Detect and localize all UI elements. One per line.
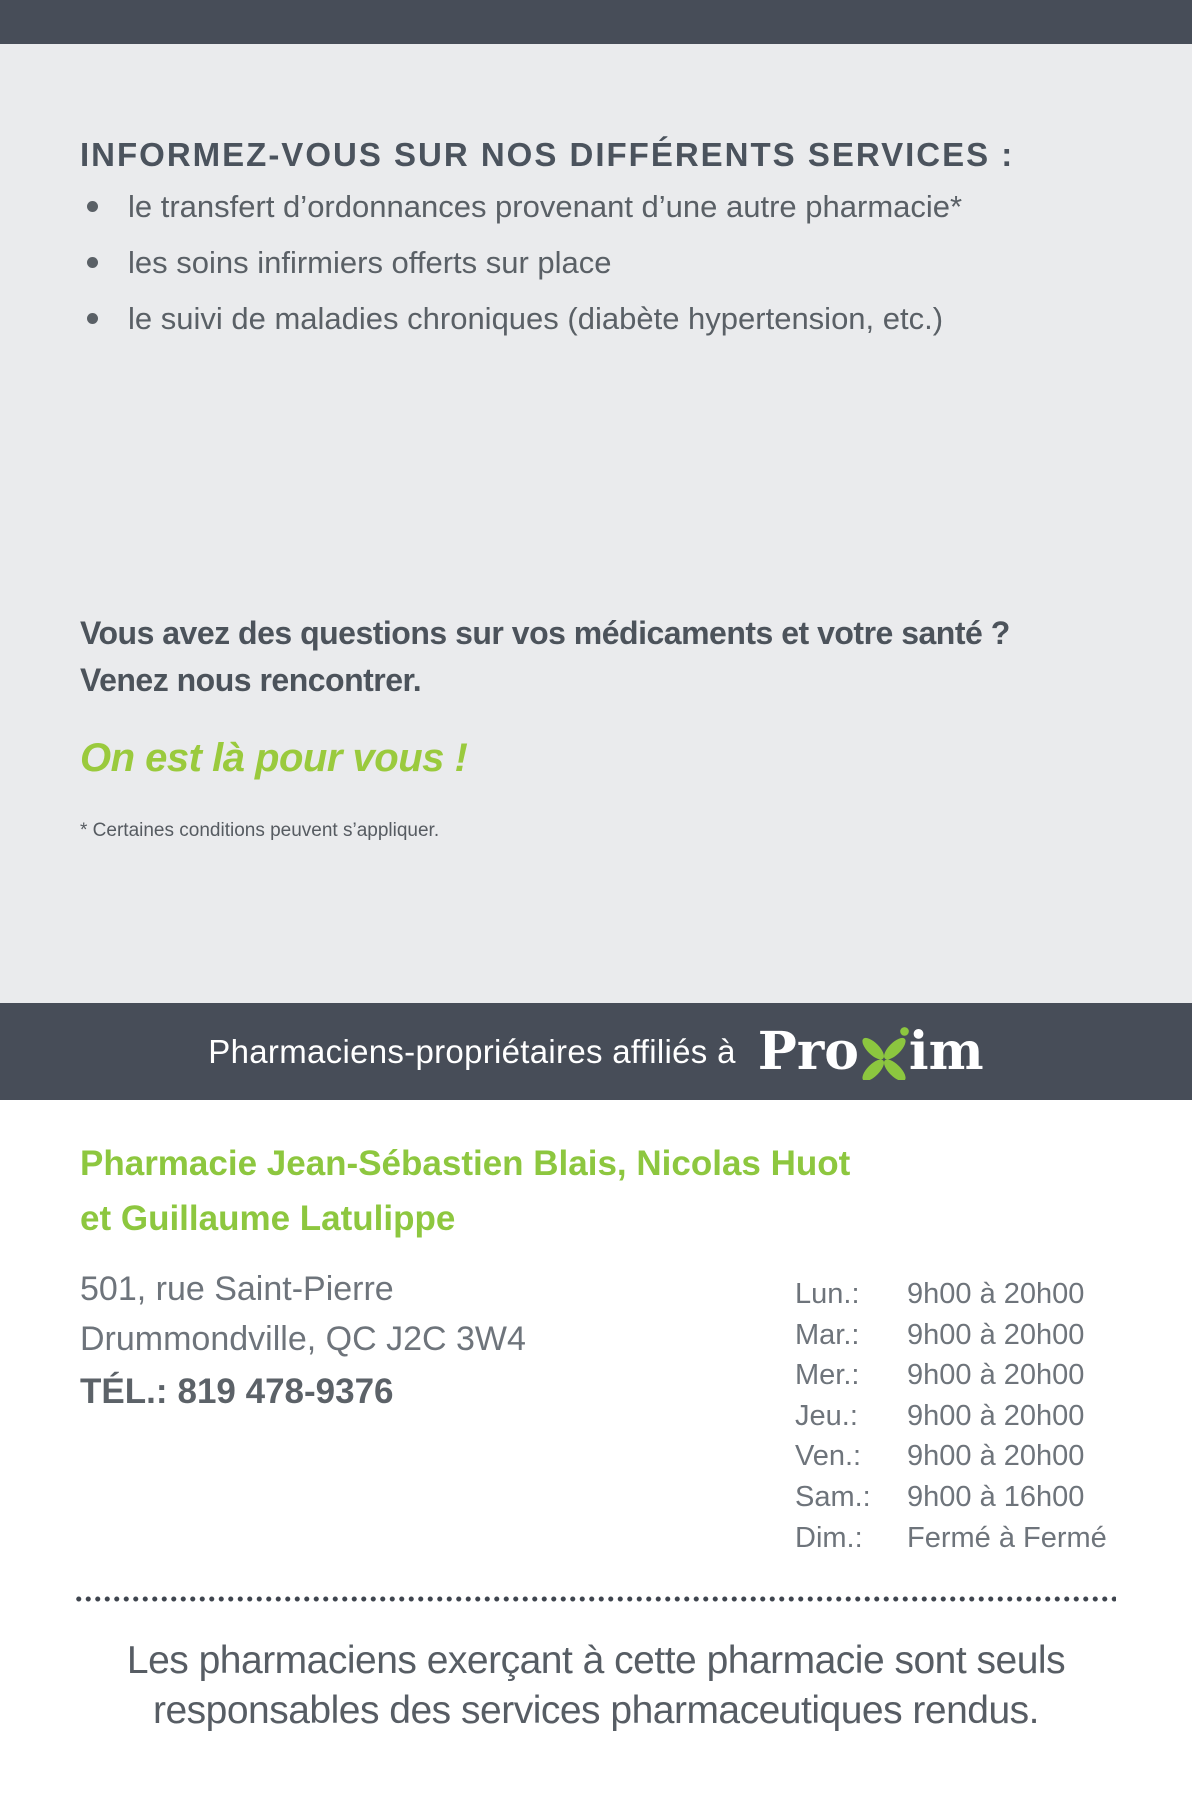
services-list — [84, 184, 984, 352]
service-item — [84, 240, 984, 285]
hours-day: Jeu.: — [795, 1399, 858, 1432]
hours-row — [795, 1518, 1107, 1559]
pharmacy-name-line2: et Guillaume Latulippe — [80, 1199, 456, 1238]
pharmacy-name-line1: Pharmacie Jean-Sébastien Blais, Nicolas Huot — [80, 1144, 851, 1183]
footnote-text: * Certaines conditions peuvent s’appliquer. — [80, 820, 440, 841]
hours-row — [795, 1355, 1107, 1396]
top-accent-bar — [0, 0, 1192, 44]
questions-paragraph: Vous avez des questions sur vos médicaments et votre santé ? Venez nous rencontrer. — [80, 615, 1010, 698]
service-item-label: le suivi de maladies chroniques (diabète hypertension, etc.) — [128, 301, 944, 336]
services-title: INFORMEZ-VOUS SUR NOS DIFFÉRENTS SERVICES : — [80, 136, 1015, 173]
proxim-logo-im: im — [908, 1020, 984, 1082]
hours-day: Dim.: — [795, 1521, 863, 1554]
hours-time: 9h00 à 20h00 — [907, 1399, 1085, 1432]
proxim-x-leaf-icon — [857, 1026, 911, 1080]
proxim-logo — [757, 1020, 984, 1082]
phone-label: TÉL.: — [80, 1372, 168, 1411]
hours-row — [795, 1477, 1107, 1518]
service-item-label: le transfert d’ordonnances provenant d’une autre pharmacie* — [128, 189, 963, 224]
hours-day: Lun.: — [795, 1278, 860, 1310]
affiliation-banner — [0, 1003, 1192, 1100]
hours-time: 9h00 à 20h00 — [907, 1440, 1085, 1473]
hours-day: Mer.: — [795, 1359, 860, 1392]
address-city: Drummondville, QC J2C 3W4 — [80, 1320, 526, 1358]
hours-time: 9h00 à 20h00 — [907, 1278, 1085, 1310]
address-street: 501, rue Saint-Pierre — [80, 1270, 394, 1308]
proxim-logo-pro: Pro — [757, 1020, 859, 1082]
phone-line — [80, 1372, 394, 1412]
service-item-label: les soins infirmiers offerts sur place — [128, 245, 612, 280]
service-item — [84, 296, 984, 341]
slogan-text: On est là pour vous ! — [80, 736, 468, 780]
service-item — [84, 184, 984, 229]
hours-row — [795, 1315, 1107, 1356]
hours-time: Fermé à Fermé — [907, 1521, 1107, 1554]
phone-number: 819 478-9376 — [177, 1372, 394, 1411]
hours-row — [795, 1396, 1107, 1437]
pharmacy-name — [80, 1136, 850, 1246]
dotted-divider — [74, 1596, 1116, 1602]
hours-day: Mar.: — [795, 1318, 860, 1351]
hours-row — [795, 1274, 1107, 1315]
hours-time: 9h00 à 20h00 — [907, 1318, 1085, 1351]
affiliation-text: Pharmaciens-propriétaires affiliés à — [208, 1032, 736, 1070]
hours-day: Ven.: — [795, 1440, 862, 1473]
hours-time: 9h00 à 16h00 — [907, 1480, 1085, 1513]
hours-time: 9h00 à 20h00 — [907, 1359, 1085, 1392]
hours-table — [795, 1274, 1107, 1558]
hours-day: Sam.: — [795, 1480, 871, 1513]
hours-row — [795, 1436, 1107, 1477]
disclaimer-text: Les pharmaciens exerçant à cette pharmacie sont seuls responsables des services pharmaceutiques rendus. — [126, 1639, 1066, 1732]
